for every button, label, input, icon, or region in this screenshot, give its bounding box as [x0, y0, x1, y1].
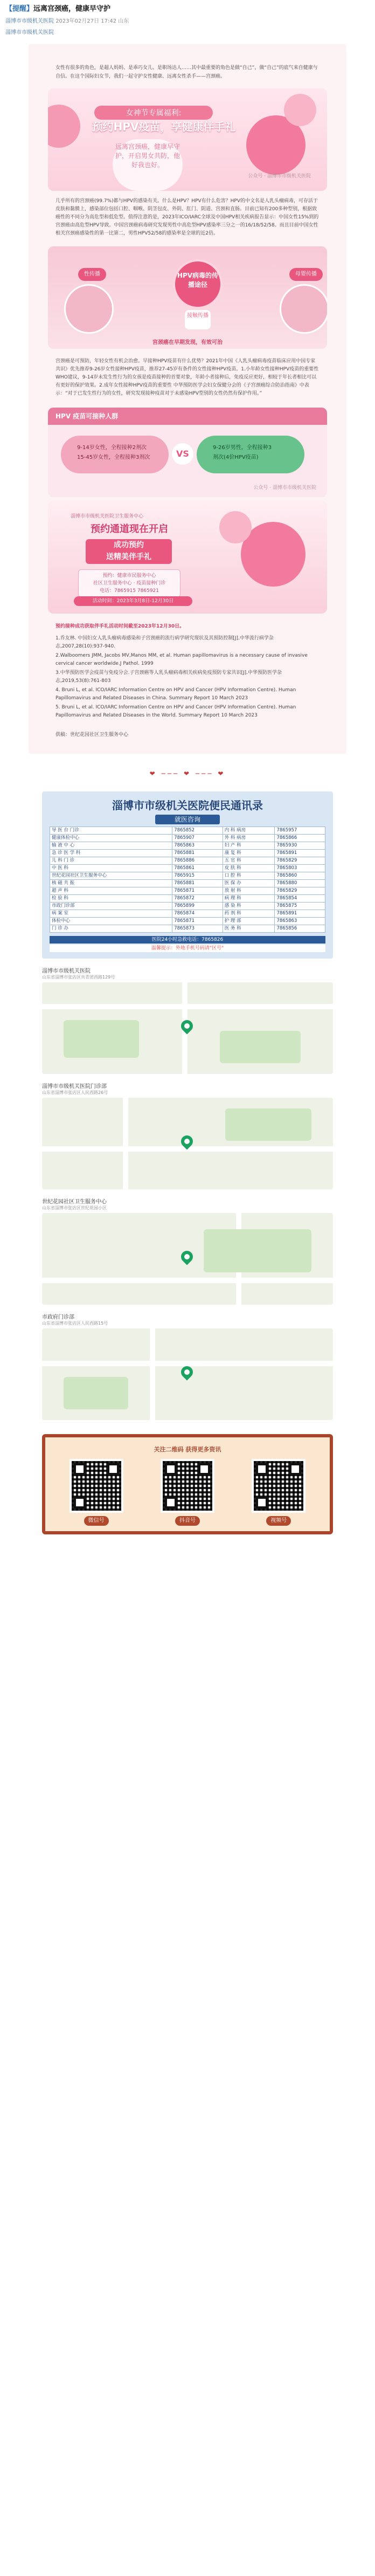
department-name: 检 验 科	[50, 895, 172, 903]
qr-corner	[165, 1497, 177, 1509]
department-name: 药 剂 科	[223, 910, 275, 918]
watermark: 公众号 · 淄博市市级机关医院	[248, 174, 311, 179]
emergency-phone[interactable]: 医院24小时急救电话：7865826	[50, 936, 325, 943]
department-phone[interactable]: 7865872	[172, 895, 223, 903]
department-name: 体检中心	[50, 918, 172, 925]
map-park	[64, 1377, 128, 1409]
author-link[interactable]: 淄博市市级机关医院	[5, 18, 54, 24]
booking-contact-2: 社区卫生服务中心 · 疫苗接种门诊	[93, 581, 166, 586]
directory-row	[50, 842, 325, 850]
directory-title: 淄博市市级机关医院便民通讯录	[112, 799, 263, 812]
booking-time: 活动时间：2023年3月8日-12月30日	[74, 596, 192, 606]
hero-top-label: 女神节专属福利:	[94, 106, 213, 120]
hpv-poster	[29, 44, 346, 754]
department-name: 感 染 科	[223, 903, 275, 910]
department-phone[interactable]: 7865930	[275, 842, 325, 850]
route-contact: 接触传播	[185, 310, 211, 329]
directory-row	[50, 850, 325, 857]
location-block[interactable]	[42, 1312, 333, 1326]
department-phone[interactable]: 7865860	[275, 872, 325, 880]
qr-corner	[74, 1497, 86, 1509]
department-phone[interactable]: 7865915	[172, 872, 223, 880]
booking-gift	[86, 539, 172, 564]
department-name: 儿 科 门 诊	[50, 857, 172, 865]
location-block[interactable]	[42, 966, 333, 980]
source-credit: 供稿：世纪花园社区卫生服务中心	[55, 732, 129, 738]
publish-date: 2023年02月27日 17:42	[55, 18, 117, 24]
department-name: 市政门诊部	[50, 903, 172, 910]
flower-decoration	[219, 511, 252, 543]
qr-corner	[74, 1463, 86, 1475]
follow-footer	[42, 1434, 333, 1534]
department-name: 导 医 台 门诊	[50, 827, 172, 835]
qr-label: 视频号	[266, 1516, 291, 1526]
department-phone[interactable]: 7865891	[275, 850, 325, 857]
directory-row	[50, 895, 325, 903]
map-pin-icon	[178, 1017, 195, 1034]
directory-row	[50, 865, 325, 872]
route-sexual: 性传播	[78, 268, 106, 281]
department-phone[interactable]: 7865863	[275, 918, 325, 925]
qr-label: 微信号	[84, 1516, 109, 1526]
department-name: 健康体检中心	[50, 835, 172, 842]
locations	[42, 966, 333, 1420]
department-name: 口 腔 科	[223, 872, 275, 880]
crowd-title: HPV 疫苗可接种人群	[48, 408, 327, 425]
booking-gift-line-2: 送精美伴手礼	[106, 553, 151, 561]
directory-row	[50, 903, 325, 910]
route-mother-child: 母婴传播	[289, 268, 323, 281]
directory-row	[50, 857, 325, 865]
location-name: 淄博市市级机关医院门诊部	[42, 1084, 107, 1090]
hero-slogan: 远离宫颈癌，健康早守护，开启男女共防，他好我也好。	[113, 139, 183, 191]
article-header	[0, 0, 375, 39]
female-eligibility	[61, 436, 169, 473]
department-phone[interactable]: 7865880	[275, 880, 325, 887]
location-map[interactable]	[42, 1328, 333, 1420]
department-phone[interactable]: 7865891	[275, 910, 325, 918]
male-line-2: 剂次(4价HPV疫苗)	[213, 454, 259, 460]
department-phone[interactable]: 7865875	[275, 903, 325, 910]
reference-item: 1.乔友林. 中国妇女人乳头瘤病毒感染和子宫颈癌的流行病学研究现状及其预防控制[J].中华流行病学杂志,2007,28(10):937-940.	[55, 636, 274, 649]
department-name: 病 案 室	[50, 910, 172, 918]
map-road	[42, 1361, 333, 1366]
directory-row	[50, 835, 325, 842]
references	[29, 629, 346, 731]
map-road	[42, 1278, 333, 1283]
location-map[interactable]	[42, 1098, 333, 1189]
directory-tip: 温馨提示：外地手机号码请"区号"	[50, 945, 325, 952]
department-name: 内 科 病房	[223, 827, 275, 835]
location-block[interactable]	[42, 1197, 333, 1211]
directory-row	[50, 872, 325, 880]
booking-phone[interactable]: 电话：7865915 7865921	[99, 588, 159, 594]
location-name: 淄博市市级机关医院	[42, 968, 91, 974]
hero-headline: 预约HPV疫苗，享健康伴手礼	[92, 120, 236, 133]
department-name: 核 磁 共 振	[50, 880, 172, 887]
department-phone[interactable]: 7865829	[275, 887, 325, 895]
department-phone[interactable]: 7865861	[172, 865, 223, 872]
reference-item: 5. Bruni L, et al. ICO/IARC Information Centre on HPV and Cancer (HPV Information Centre). Human Papillomavirus and Related Diseases in the World. Summary Report 10 March 2023	[55, 705, 296, 718]
notice-text: 预约接种成功获取伴手礼活动时间截至2023年12月30日。	[55, 624, 185, 629]
map-road	[42, 1004, 333, 1009]
booking-contact-1: 预约：健康市民服务中心	[102, 573, 156, 578]
flower-decoration	[284, 94, 316, 126]
title-tag: 【提醒】	[5, 5, 34, 13]
male-line-1: 9-26岁男性，全程接种3	[213, 445, 272, 451]
directory-row	[50, 918, 325, 925]
reference-item: 2.Walboomers JMM, Jacobs MV,Manos MM, et al. Human papillomavirus is a necessary cause of invasive cervical cancer worldwide.J Pathol. 1999	[55, 653, 308, 666]
article-title	[5, 4, 370, 14]
vs-badge: VS	[172, 443, 193, 465]
department-phone[interactable]: 7865881	[172, 880, 223, 887]
map-pin-icon	[178, 1248, 195, 1265]
reference-item: 3.中华预防医学会疫苗与免疫分会.子宫颈癌等人乳头瘤病毒相关疾病免疫预防专家共识[J].中华预防医学杂志,2019,53(8):761-803	[55, 670, 282, 684]
section-divider: ❤ ─── ❤ ─── ❤	[149, 770, 226, 777]
booking-headline: 预约通道现在开启	[91, 524, 168, 535]
illustration-right	[280, 284, 327, 334]
qr-item[interactable]	[161, 1459, 214, 1526]
map-road	[123, 1098, 128, 1189]
map-road	[150, 1328, 155, 1420]
qr-item[interactable]	[70, 1459, 123, 1526]
department-phone[interactable]: 7865803	[275, 865, 325, 872]
article-meta	[5, 16, 370, 24]
intro-text: 女性有很多的角色，是超人妈妈、是乖巧女儿、是职场达人……其中最重要的角色是做“自己”，做“自己”的底气来自健康与自信。在这个国际妇女节，我们一起守护女性健康、远离女性杀手——宫颈癌。	[55, 65, 318, 79]
map-pin-icon	[178, 1363, 195, 1380]
hospital-directory	[42, 791, 333, 959]
department-name: 中 医 科	[50, 865, 172, 872]
map-park	[64, 1020, 139, 1058]
department-name: 皮 肤 科	[223, 865, 275, 872]
department-name: 妇 产 科	[223, 842, 275, 850]
department-name: 护 理 部	[223, 918, 275, 925]
directory-row	[50, 880, 325, 887]
female-line-1: 9-14岁女性，全程接种2剂次	[77, 445, 147, 451]
department-phone[interactable]: 7865871	[172, 887, 223, 895]
department-name: 门 诊 办	[50, 925, 172, 933]
hpv-explainer: 几乎所有的宫颈癌(99.7%)都与HPV的感染有关。什么是HPV？HPV有什么危害？HPV的中文名是人乳头瘤病毒，可存活于皮肤和黏膜上，感染部位包括口腔、咽喉、阴茎包皮、外阴、肛门、阴道、宫颈和直肠。目前已知有200多种型别，根据致癌性的不同分为高危型和低危型。值得注意的是，2023年ICO/IARC全球及中国HPV相关疾病报告显示：中国女性15%到的宫颈癌由高危型HPV导致。中国宫颈癌病毒研究发现男性中高危型HPV感染率三分之一的16/18/52/58。而且目前中国女性相关宫颈癌感染性的第一比第二，男性HPV52/58的感染率是全球的近2倍。	[55, 198, 319, 236]
qr-corner	[256, 1463, 268, 1475]
department-name: 急 诊 医 学 科	[50, 850, 172, 857]
qr-code-icon	[70, 1459, 123, 1513]
female-line-2: 15-45岁女性，全程接种3剂次	[77, 454, 150, 460]
map-park	[204, 1229, 311, 1272]
account-name[interactable]: 淄博市市级机关医院	[5, 30, 54, 36]
department-phone[interactable]: 7865866	[275, 835, 325, 842]
department-name: 病 理 科	[223, 895, 275, 903]
map-park	[220, 1031, 301, 1063]
location-map[interactable]	[42, 1213, 333, 1305]
qr-corner	[256, 1497, 268, 1509]
department-phone[interactable]: 7865863	[172, 842, 223, 850]
qr-corner	[289, 1463, 301, 1475]
location-address: 山东省淄博市张店区世纪花园小区	[42, 1206, 107, 1210]
reference-item: 4. Bruni L, et al. ICO/IARC Information Centre on HPV and Cancer (HPV Information Centre). Human Papillomavirus and Related Diseases in China. Summary Report 10 March 2023	[55, 687, 296, 701]
qr-item[interactable]	[252, 1459, 305, 1526]
watermark: 公众号 · 淄博市市级机关医院	[253, 485, 316, 491]
department-phone[interactable]: 7865899	[172, 903, 223, 910]
directory-row	[50, 827, 325, 835]
department-phone[interactable]: 7865886	[172, 857, 223, 865]
vaccine-advantages: 宫颈癌是可预防，年轻女性有机会治愈。早接种HPV疫苗有什么优势？2021年中国《人乳头瘤病毒疫苗临床应用中国专家共识》优先推荐9-26岁女性接种HPV疫苗，推荐27-45岁有条件的女性接种HPV疫苗。1.小年龄女性接种HPV疫苗的重要性 WHO建议，9-14岁未发生性行为的女孩是疫苗接种的首要对象，年龄小者接种后，免疫反应更好，相较于年长者相比可以有更好的保护效果。2.成年女性接种HPV疫苗的重要性 中华预防医学会妇女保健分会的《子宫颈癌综合防治指南》中表示：“对于已发生性行为的女性，研究发现接种疫苗对于未感染HPV型别的女性仍然有保护作用。”	[55, 359, 319, 396]
qr-list	[51, 1459, 324, 1526]
follow-title: 关注二维码 获得更多资讯	[154, 1446, 221, 1453]
department-phone[interactable]: 7865871	[172, 918, 223, 925]
booking-org: 淄博市市级机关医院卫生服务中心	[71, 514, 144, 519]
qr-corner	[198, 1463, 210, 1475]
department-phone[interactable]: 7865873	[172, 925, 223, 933]
eligible-population	[48, 408, 327, 497]
route-center: HPV病毒的传播途径	[173, 259, 223, 309]
department-name: 五 官 科	[223, 857, 275, 865]
department-name: 输 液 中 心	[50, 842, 172, 850]
location-address: 山东省淄博市张店区共青团西路129号	[42, 975, 115, 980]
qr-code-icon	[252, 1459, 305, 1513]
department-phone[interactable]: 7865874	[172, 910, 223, 918]
location-address: 山东省淄博市张店区人民西路15号	[42, 1321, 108, 1326]
department-phone[interactable]: 7865854	[275, 895, 325, 903]
department-phone[interactable]: 7865852	[172, 827, 223, 835]
directory-subtitle: 就医咨询	[155, 815, 220, 824]
qr-corner	[107, 1463, 119, 1475]
directory-table	[50, 826, 325, 933]
map-park	[225, 1108, 311, 1141]
qr-corner	[165, 1463, 177, 1475]
location-map[interactable]	[42, 982, 333, 1074]
department-name: 医 保 办	[223, 880, 275, 887]
booking-banner	[48, 500, 327, 614]
directory-row	[50, 887, 325, 895]
department-phone[interactable]: 7865856	[275, 925, 325, 933]
location-block[interactable]	[42, 1082, 333, 1096]
publish-location: 山东	[118, 18, 129, 24]
department-name: 超 声 科	[50, 887, 172, 895]
male-eligibility	[197, 436, 304, 473]
location-address: 山东省淄博市张店区人民西路26号	[42, 1090, 108, 1095]
department-name: 放 射 科	[223, 887, 275, 895]
booking-gift-line-1: 成功预约	[114, 541, 144, 549]
title-text: 远离宫颈癌，健康早守护	[33, 5, 111, 13]
department-phone[interactable]: 7865957	[275, 827, 325, 835]
hero-banner	[48, 88, 327, 191]
qr-label: 抖音号	[175, 1516, 200, 1526]
route-caption: 宫颈癌在早期发现，有效可治	[152, 340, 223, 346]
department-name: 外 科 病房	[223, 835, 275, 842]
department-phone[interactable]: 7865907	[172, 835, 223, 842]
illustration-left	[64, 284, 114, 334]
qr-code-icon	[161, 1459, 214, 1513]
booking-contact	[78, 569, 180, 597]
directory-row	[50, 925, 325, 933]
department-phone[interactable]: 7865829	[275, 857, 325, 865]
transmission-route	[48, 246, 327, 349]
department-phone[interactable]: 7865881	[172, 850, 223, 857]
location-name: 市政府门诊部	[42, 1314, 74, 1320]
location-name: 世纪花园社区卫生服务中心	[42, 1199, 107, 1205]
directory-row	[50, 910, 325, 918]
flower-decoration	[48, 105, 80, 148]
department-name: 康 复 科	[223, 850, 275, 857]
department-name: 医 务 科	[223, 925, 275, 933]
department-name: 世纪花园社区卫生服务中心	[50, 872, 172, 880]
